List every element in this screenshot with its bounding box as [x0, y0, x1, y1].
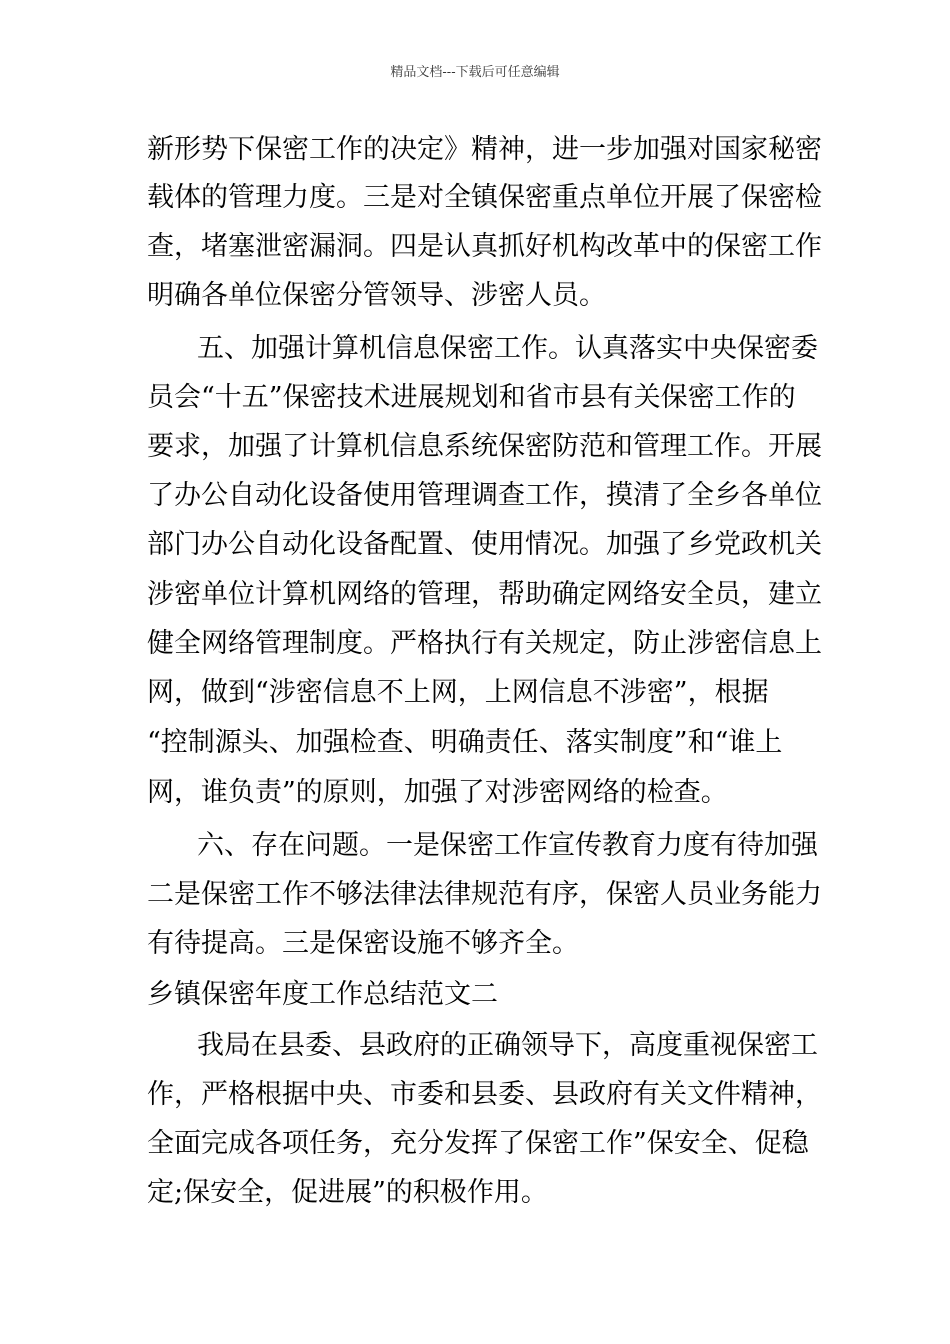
section-heading: 乡镇保密年度工作总结范文二 [147, 979, 498, 1010]
text-line: “控制源头、加强检查、明确责任、落实制度”和“谁上 [147, 727, 783, 758]
text-line: 涉密单位计算机网络的管理，帮助确定网络安全员，建立 [147, 579, 822, 610]
text-line: 定;保安全，促进展”的积极作用。 [147, 1177, 548, 1208]
text-line: 全面完成各项任务，充分发挥了保密工作”保安全、促稳 [147, 1128, 809, 1159]
text-line: 有待提高。三是保密设施不够齐全。 [147, 928, 579, 959]
text-line: 载体的管理力度。三是对全镇保密重点单位开展了保密检 [147, 182, 822, 213]
text-line: 健全网络管理制度。严格执行有关规定，防止涉密信息上 [147, 628, 822, 659]
text-line: 部门办公自动化设备配置、使用情况。加强了乡党政机关 [147, 529, 822, 560]
text-line: 网，谁负责”的原则，加强了对涉密网络的检查。 [147, 777, 728, 808]
page-header: 精品文档---下载后可任意编辑 [390, 65, 560, 80]
paragraph-start-line: 六、存在问题。一是保密工作宣传教育力度有待加强 [197, 830, 818, 861]
text-line: 作，严格根据中央、市委和县委、县政府有关文件精神， [147, 1079, 822, 1110]
text-line: 查，堵塞泄密漏洞。四是认真抓好机构改革中的保密工作 [147, 231, 822, 262]
text-line: 二是保密工作不够法律法律规范有序，保密人员业务能力 [147, 879, 822, 910]
text-line: 员会“十五”保密技术进展规划和省市县有关保密工作的 [147, 382, 796, 413]
text-line: 明确各单位保密分管领导、涉密人员。 [147, 280, 606, 311]
text-line: 新形势下保密工作的决定》精神，进一步加强对国家秘密 [147, 134, 822, 165]
paragraph-start-line: 我局在县委、县政府的正确领导下，高度重视保密工 [197, 1030, 818, 1061]
text-line: 网，做到“涉密信息不上网，上网信息不涉密”，根据 [147, 677, 769, 708]
paragraph-start-line: 五、加强计算机信息保密工作。认真落实中央保密委 [197, 333, 818, 364]
text-line: 了办公自动化设备使用管理调查工作，摸清了全乡各单位 [147, 480, 822, 511]
text-line: 要求，加强了计算机信息系统保密防范和管理工作。开展 [147, 431, 822, 462]
